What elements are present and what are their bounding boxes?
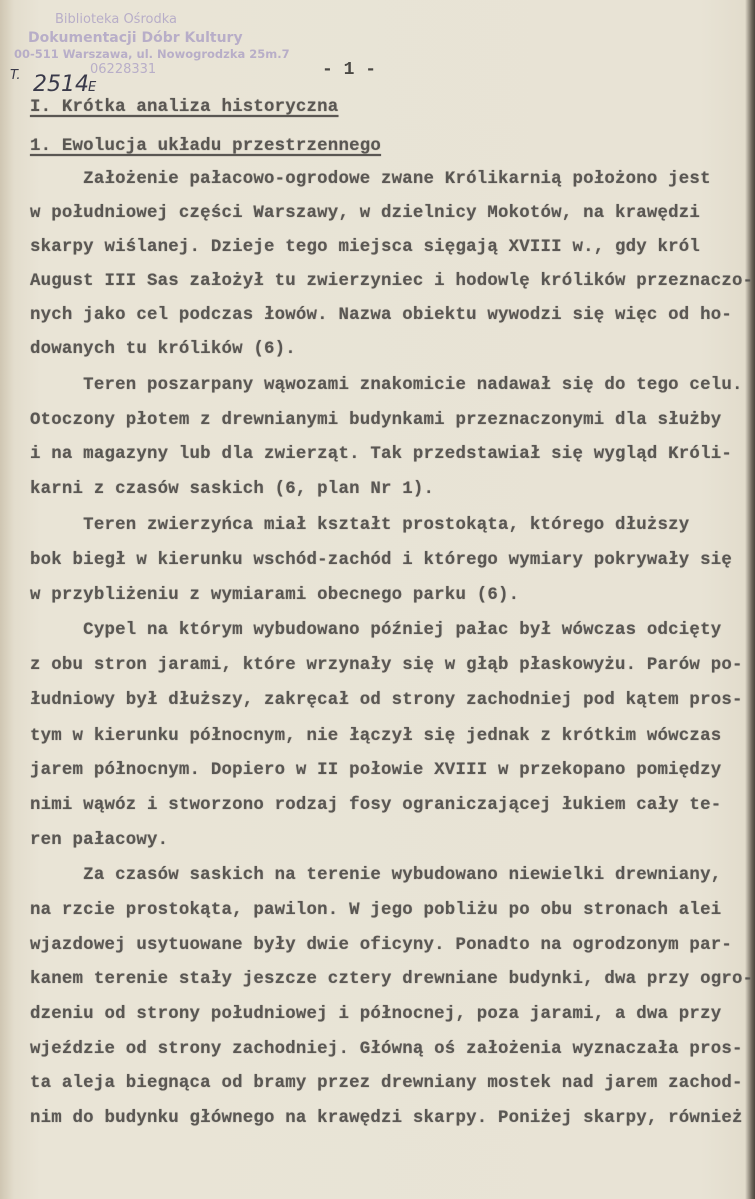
text-line: tym w kierunku północnym, nie łączył się jednak z krótkim wówczas: [30, 727, 722, 746]
section-heading: I. Krótka analiza historyczna: [30, 98, 339, 117]
text-line: i na magazyny lub dla zwierząt. Tak przedstawiał się wygląd Króli-: [30, 445, 732, 464]
text-line: w przybliżeniu z wymiarami obecnego parku (6).: [30, 586, 520, 605]
text-line: ren pałacowy.: [30, 831, 169, 850]
text-line: ta aleja biegnąca od bramy przez drewniany mostek nad jarem zachod-: [30, 1074, 743, 1093]
text-line: bok biegł w kierunku wschód-zachód i którego wymiary pokrywały się: [30, 551, 732, 570]
text-line: z obu stron jarami, które wrzynały się w głąb płaskowyżu. Parów po-: [30, 656, 743, 675]
text-line: wjazdowej usytuowane były dwie oficyny. Ponadto na ogrodzonym par-: [30, 936, 732, 955]
text-line: jarem północnym. Dopiero w II połowie XVIII w przekopano pomiędzy: [30, 761, 722, 780]
text-line: Cypel na którym wybudowano później pałac był wówczas odcięty: [30, 621, 722, 640]
handwritten-prefix: T.: [10, 68, 21, 83]
text-line: dzeniu od strony południowej i północnej, poza jarami, a dwa przy: [30, 1005, 722, 1024]
text-line: Otoczony płotem z drewnianymi budynkami przeznaczonymi dla służby: [30, 411, 722, 430]
text-line: kanem terenie stały jeszcze cztery drewniane budynki, dwa przy ogro-: [30, 970, 754, 989]
handwritten-number: 2514: [33, 72, 89, 97]
text-line: łudniowy był dłuższy, zakręcał od strony zachodniej pod kątem pros-: [30, 691, 743, 710]
text-line: August III Sas założył tu zwierzyniec i hodowlę królików przeznaczo-: [30, 272, 754, 291]
library-stamp-line-2: Dokumentacji Dóbr Kultury: [28, 30, 243, 46]
text-line: nimi wąwóz i stworzono rodzaj fosy ograniczającej łukiem cały te-: [30, 796, 722, 815]
text-line: wjeździe od strony zachodniej. Główną oś założenia wyznaczała pros-: [30, 1040, 743, 1059]
text-line: dowanych tu królików (6).: [30, 340, 296, 359]
text-line: na rzcie prostokąta, pawilon. W jego pobliżu po obu stronach alei: [30, 901, 722, 920]
text-line: Za czasów saskich na terenie wybudowano niewielki drewniany,: [30, 866, 722, 885]
text-line: karni z czasów saskich (6, plan Nr 1).: [30, 480, 435, 499]
text-line: nych jako cel podczas łowów. Nazwa obiektu wywodzi się więc od ho-: [30, 306, 732, 325]
library-stamp-line-4: 06228331: [90, 62, 157, 77]
library-stamp-line-1: Biblioteka Ośrodka: [55, 12, 177, 27]
library-stamp-line-3: 00-511 Warszawa, ul. Nowogrodzka 25m.7: [14, 47, 290, 61]
text-line: w południowej części Warszawy, w dzielnicy Mokotów, na krawędzi: [30, 204, 701, 223]
text-line: skarpy wiślanej. Dzieje tego miejsca sięgają XVIII w., gdy król: [30, 238, 701, 257]
page-number: - 1 -: [322, 60, 377, 80]
handwritten-suffix: E: [88, 80, 97, 95]
subsection-heading: 1. Ewolucja układu przestrzennego: [30, 137, 381, 156]
text-line: nim do budynku głównego na krawędzi skarpy. Poniżej skarpy, również: [30, 1109, 743, 1128]
text-line: Teren zwierzyńca miał kształt prostokąta, którego dłuższy: [30, 516, 690, 535]
text-line: Założenie pałacowo-ogrodowe zwane Królikarnią położono jest: [30, 170, 711, 189]
text-line: Teren poszarpany wąwozami znakomicie nadawał się do tego celu.: [30, 376, 743, 395]
